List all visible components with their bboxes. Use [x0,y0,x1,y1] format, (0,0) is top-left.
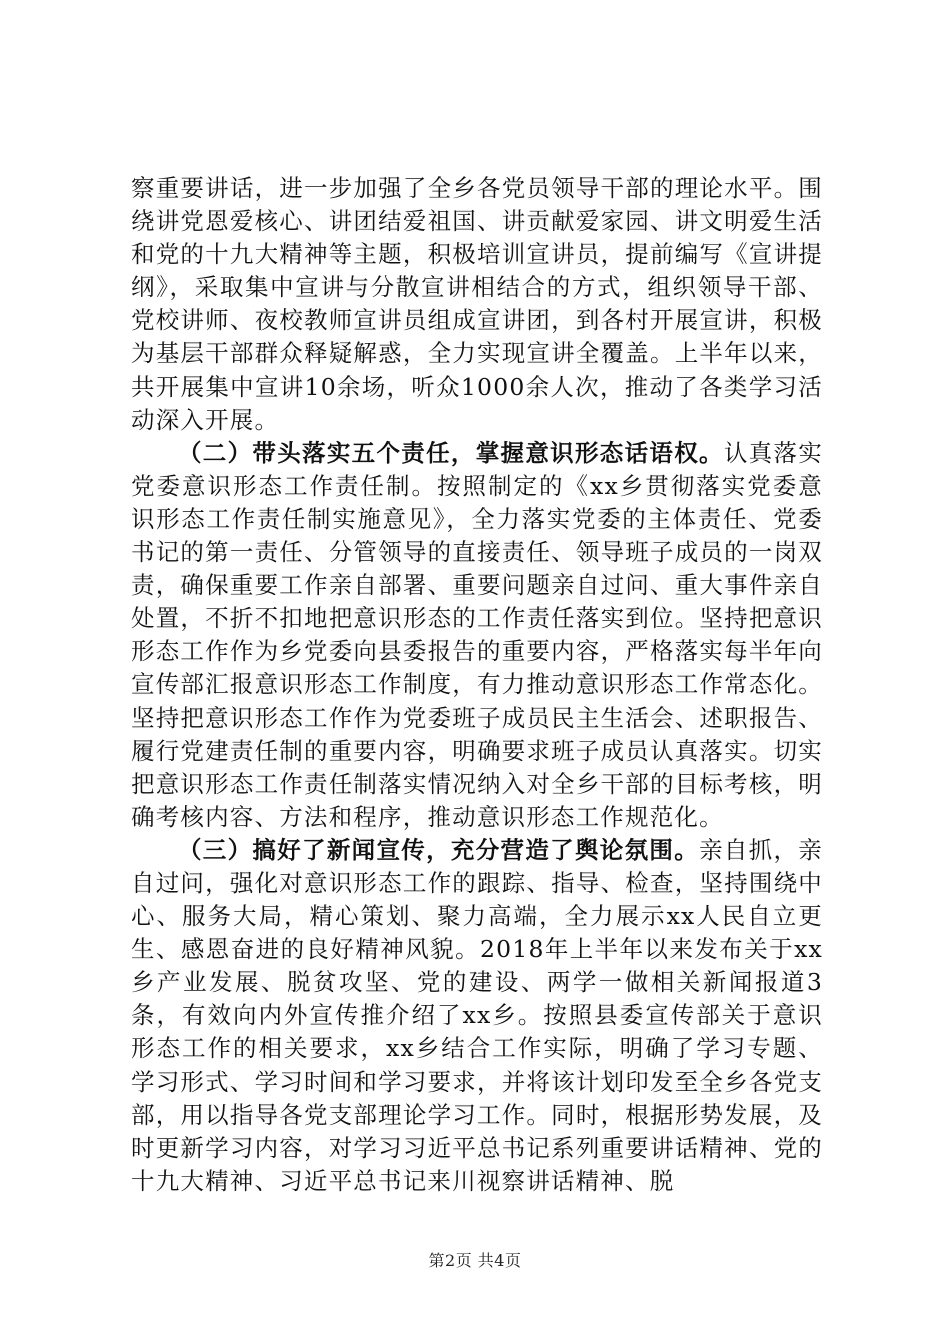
paragraph-1-text: 察重要讲话，进一步加强了全乡各党员领导干部的理论水平。围绕讲党恩爱核心、讲团结爱祖国、讲贡献爱家园、讲文明爱生活和党的十九大精神等主题，积极培训宣讲员，提前编写《宣讲提纲》，采取集中宣讲与分散宣讲相结合的方式，组织领导干部、党校讲师、夜校教师宣讲员组成宣讲团，到各村开展宣讲，积极为基层干部群众释疑解惑，全力实现宣讲全覆盖。上半年以来，共开展集中宣讲10余场，听众1000余人次，推动了各类学习活动深入开展。 [131,174,823,434]
paragraph-3 [131,834,823,1198]
paragraph-1 [131,172,823,437]
paragraph-2-heading: （二）带头落实五个责任，掌握意识形态话语权。 [178,438,724,467]
paragraph-3-text: 亲自抓，亲自过问，强化对意识形态工作的跟踪、指导、检查，坚持围绕中心、服务大局，精心策划、聚力高端，全力展示xx人民自立更生、感恩奋进的良好精神风貌。2018年上半年以来发布关于xx乡产业发展、脱贫攻坚、党的建设、两学一做相关新闻报道3条，有效向内外宣传推介绍了xx乡。按照县委宣传部关于意识形态工作的相关要求，xx乡结合工作实际，明确了学习专题、学习形式、学习时间和学习要求，并将该计划印发至全乡各党支部，用以指导各党支部理论学习工作。同时，根据形势发展，及时更新学习内容，对学习习近平总书记系列重要讲话精神、党的十九大精神、习近平总书记来川视察讲话精神、脱 [131,835,824,1195]
paragraph-3-heading: （三）搞好了新闻宣传，充分营造了舆论氛围。 [178,835,700,864]
paragraph-2 [131,437,823,834]
paragraph-2-text: 认真落实党委意识形态工作责任制。按照制定的《xx乡贯彻落实党委意识形态工作责任制实施意见》，全力落实党委的主体责任、党委书记的第一责任、分管领导的直接责任、领导班子成员的一岗双责，确保重要工作亲自部署、重要问题亲自过问、重大事件亲自处置，不折不扣地把意识形态的工作责任落实到位。坚持把意识形态工作作为乡党委向县委报告的重要内容，严格落实每半年向宣传部汇报意识形态工作制度，有力推动意识形态工作常态化。坚持把意识形态工作作为党委班子成员民主生活会、述职报告、履行党建责任制的重要内容，明确要求班子成员认真落实。切实把意识形态工作责任制落实情况纳入对全乡干部的目标考核，明确考核内容、方法和程序，推动意识形态工作规范化。 [131,438,823,831]
page-footer [0,1248,950,1271]
page-number-label: 第2页 共4页 [428,1251,522,1270]
document-body [131,172,823,1198]
